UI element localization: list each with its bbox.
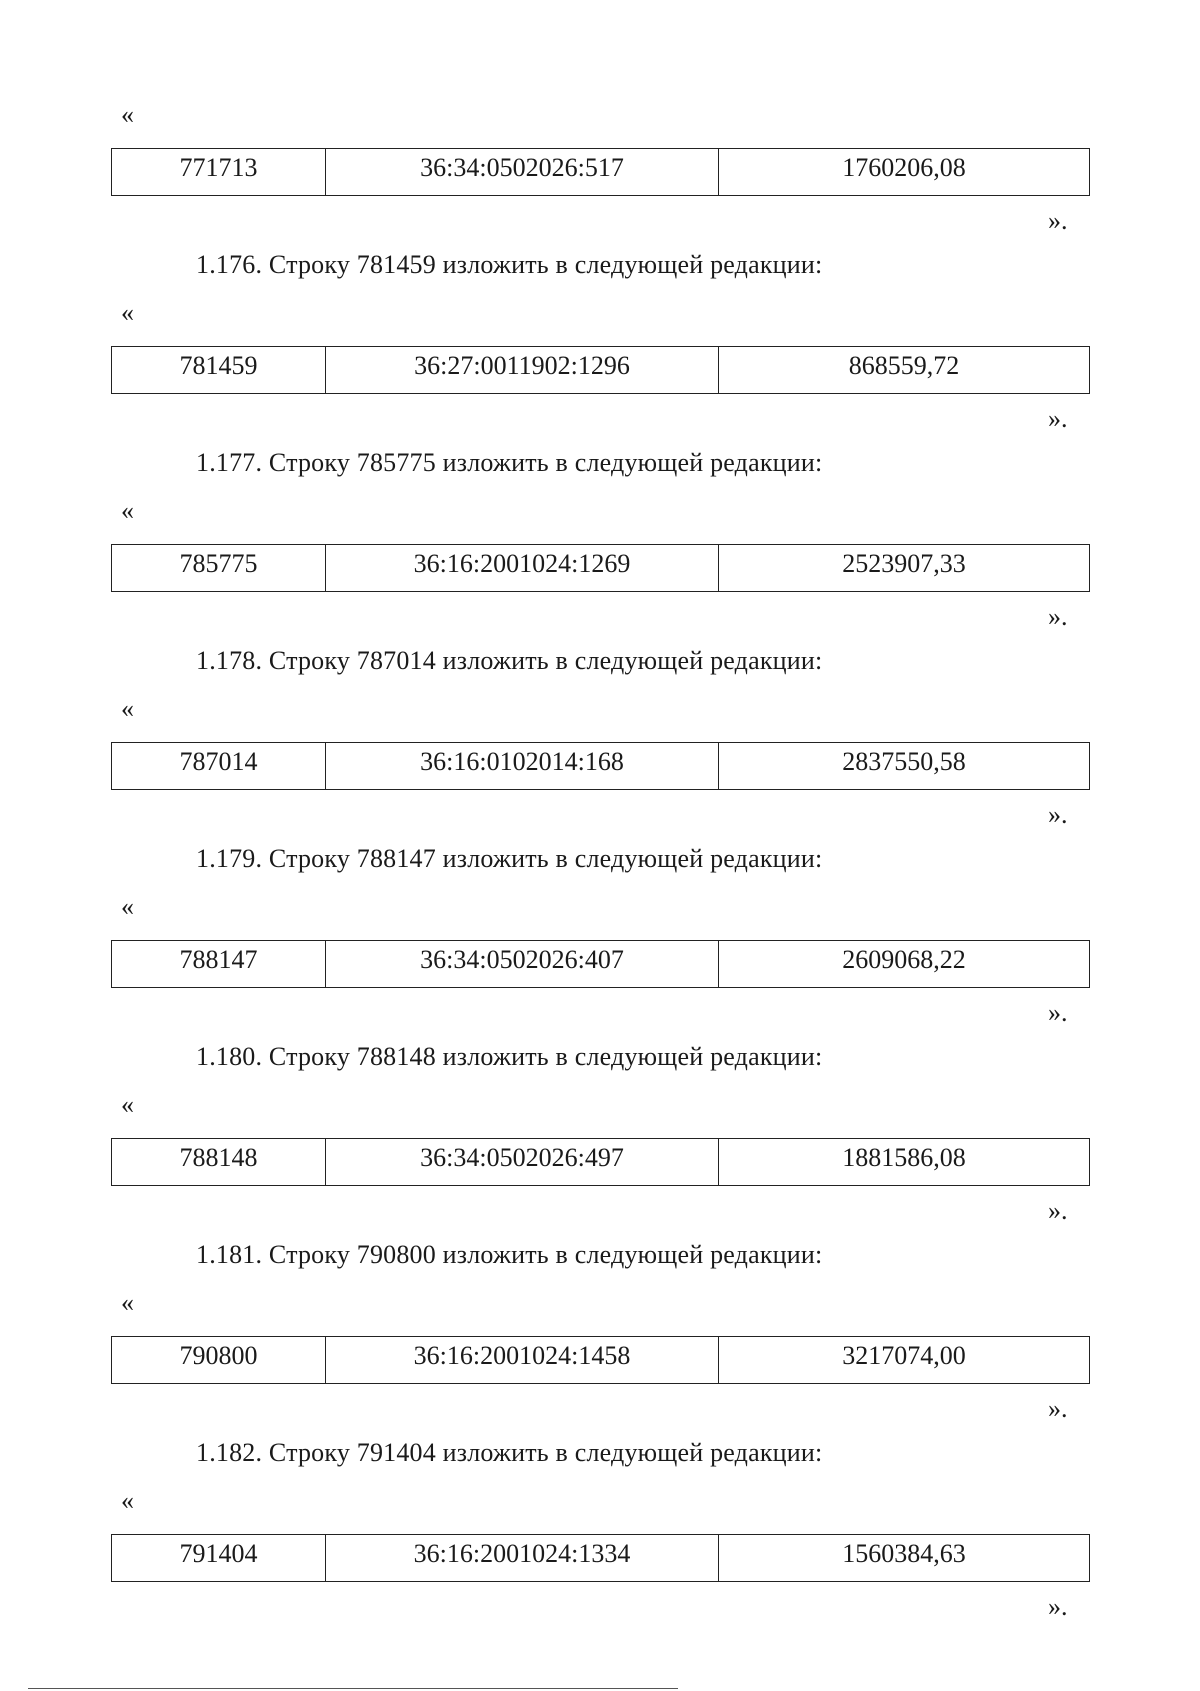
cadastral-value-cell: 1881586,08 [842, 1143, 966, 1172]
amendment-heading: 1.177. Строку 785775 изложить в следующей редакции: [196, 448, 823, 477]
opening-quote: « [121, 298, 134, 327]
table-row [111, 544, 1090, 592]
cadastral-number-cell: 36:16:2001024:1269 [326, 545, 719, 591]
table-row [111, 1534, 1090, 1582]
row-number-cell: 785775 [112, 545, 326, 591]
opening-quote: « [121, 694, 134, 723]
closing-quote: ». [1048, 998, 1068, 1027]
row-number-cell: 791404 [112, 1535, 326, 1581]
closing-quote: ». [1048, 404, 1068, 433]
cadastral-number-cell: 36:16:0102014:168 [326, 743, 719, 789]
cadastral-value-cell: 3217074,00 [842, 1341, 966, 1370]
amendment-heading: 1.178. Строку 787014 изложить в следующей редакции: [196, 646, 823, 675]
cadastral-number-cell: 36:34:0502026:497 [326, 1139, 719, 1185]
table-row [111, 742, 1090, 790]
cadastral-value-cell: 1560384,63 [842, 1539, 966, 1568]
cadastral-number-cell: 36:16:2001024:1458 [326, 1337, 719, 1383]
cadastral-number-cell: 36:34:0502026:517 [326, 149, 719, 195]
row-number-cell: 790800 [112, 1337, 326, 1383]
amendment-heading: 1.180. Строку 788148 изложить в следующей редакции: [196, 1042, 823, 1071]
table-row [111, 940, 1090, 988]
opening-quote: « [121, 496, 134, 525]
closing-quote: ». [1048, 800, 1068, 829]
table-row [111, 148, 1090, 196]
closing-quote: ». [1048, 1592, 1068, 1621]
closing-quote: ». [1048, 206, 1068, 235]
cadastral-value-cell: 2609068,22 [842, 945, 966, 974]
row-number-cell: 788148 [112, 1139, 326, 1185]
cadastral-number-cell: 36:34:0502026:407 [326, 941, 719, 987]
cadastral-value-cell: 2523907,33 [842, 549, 966, 578]
table-row [111, 346, 1090, 394]
amendment-heading: 1.179. Строку 788147 изложить в следующей редакции: [196, 844, 823, 873]
amendment-heading: 1.176. Строку 781459 изложить в следующей редакции: [196, 250, 823, 279]
table-row [111, 1336, 1090, 1384]
opening-quote: « [121, 1090, 134, 1119]
opening-quote: « [121, 1486, 134, 1515]
row-number-cell: 788147 [112, 941, 326, 987]
opening-quote: « [121, 892, 134, 921]
closing-quote: ». [1048, 602, 1068, 631]
scan-edge-line [28, 1688, 678, 1689]
cadastral-value-cell: 1760206,08 [842, 153, 966, 182]
row-number-cell: 781459 [112, 347, 326, 393]
row-number-cell: 787014 [112, 743, 326, 789]
row-number-cell: 771713 [112, 149, 326, 195]
opening-quote: « [121, 1288, 134, 1317]
cadastral-number-cell: 36:27:0011902:1296 [326, 347, 719, 393]
amendment-heading: 1.181. Строку 790800 изложить в следующей редакции: [196, 1240, 823, 1269]
closing-quote: ». [1048, 1394, 1068, 1423]
cadastral-value-cell: 2837550,58 [842, 747, 966, 776]
closing-quote: ». [1048, 1196, 1068, 1225]
cadastral-value-cell: 868559,72 [848, 351, 960, 380]
table-row [111, 1138, 1090, 1186]
amendment-heading: 1.182. Строку 791404 изложить в следующей редакции: [196, 1438, 823, 1467]
opening-quote: « [121, 100, 134, 129]
cadastral-number-cell: 36:16:2001024:1334 [326, 1535, 719, 1581]
